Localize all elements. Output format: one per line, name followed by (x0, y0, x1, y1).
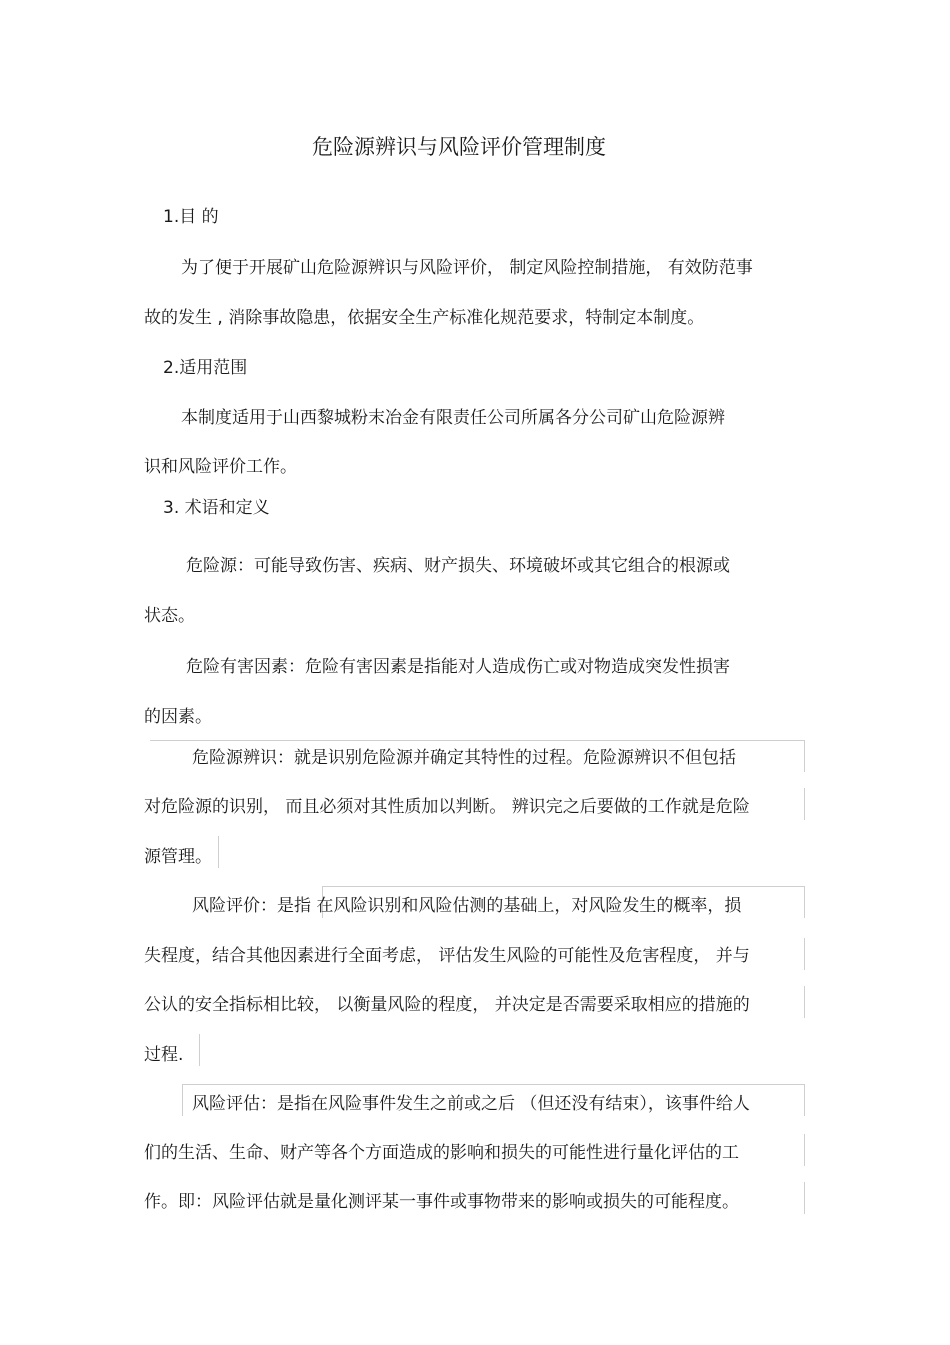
frame-line (804, 740, 805, 772)
definition-evaluation-line-4: 过程. (144, 1045, 184, 1065)
frame-line (182, 1084, 805, 1085)
purpose-line-1: 为了便于开展矿山危险源辨识与风险评价， 制定风险控制措施， 有效防范事 (181, 258, 753, 278)
frame-line (804, 1084, 805, 1116)
frame-line (804, 886, 805, 918)
definition-evaluation-line-3: 公认的安全指标相比较， 以衡量风险的程度， 并决定是否需要采取相应的措施的 (144, 995, 750, 1015)
definition-assessment-line-3: 作。即：风险评估就是量化测评某一事件或事物带来的影响或损失的可能程度。 (144, 1192, 739, 1212)
section-heading-scope: 2.适用范围 (163, 358, 248, 378)
definition-identification-line-2: 对危险源的识别， 而且必须对其性质加以判断。 辨识完之后要做的工作就是危险 (144, 797, 750, 817)
frame-line (199, 1034, 200, 1066)
definition-evaluation-line-1: 风险评价：是指 在风险识别和风险估测的基础上，对风险发生的概率，损 (192, 896, 742, 916)
definition-identification-line-1: 危险源辨识：就是识别危险源并确定其特性的过程。危险源辨识不但包括 (192, 748, 736, 768)
definition-hazard-line-1: 危险源：可能导致伤害、疾病、财产损失、环境破坏或其它组合的根源或 (186, 556, 730, 576)
frame-line (804, 986, 805, 1018)
definition-hazard-line-2: 状态。 (144, 606, 195, 626)
document-title: 危险源辨识与风险评价管理制度 (312, 135, 606, 159)
purpose-line-2: 故的发生 , 消除事故隐患，依据安全生产标准化规范要求，特制定本制度。 (144, 308, 705, 328)
frame-line (182, 1084, 183, 1116)
definition-factors-line-2: 的因素。 (144, 707, 212, 727)
frame-line (804, 788, 805, 820)
definition-assessment-line-1: 风险评估：是指在风险事件发生之前或之后 （但还没有结束），该事件给人 (192, 1094, 750, 1114)
frame-line (804, 1134, 805, 1166)
section-heading-terms: 3. 术语和定义 (163, 498, 270, 518)
frame-line (322, 886, 805, 887)
frame-line (804, 938, 805, 970)
definition-factors-line-1: 危险有害因素：危险有害因素是指能对人造成伤亡或对物造成突发性损害 (186, 657, 730, 677)
section-heading-purpose: 1.目 的 (163, 207, 219, 227)
frame-line (150, 740, 805, 741)
frame-line (218, 836, 219, 868)
scope-line-1: 本制度适用于山西黎城粉末冶金有限责任公司所属各分公司矿山危险源辨 (181, 408, 725, 428)
scope-line-2: 识和风险评价工作。 (144, 457, 297, 477)
definition-assessment-line-2: 们的生活、生命、财产等各个方面造成的影响和损失的可能性进行量化评估的工 (144, 1143, 739, 1163)
definition-evaluation-line-2: 失程度，结合其他因素进行全面考虑， 评估发生风险的可能性及危害程度， 并与 (144, 946, 750, 966)
frame-line (804, 1182, 805, 1214)
definition-identification-line-3: 源管理。 (144, 847, 212, 867)
